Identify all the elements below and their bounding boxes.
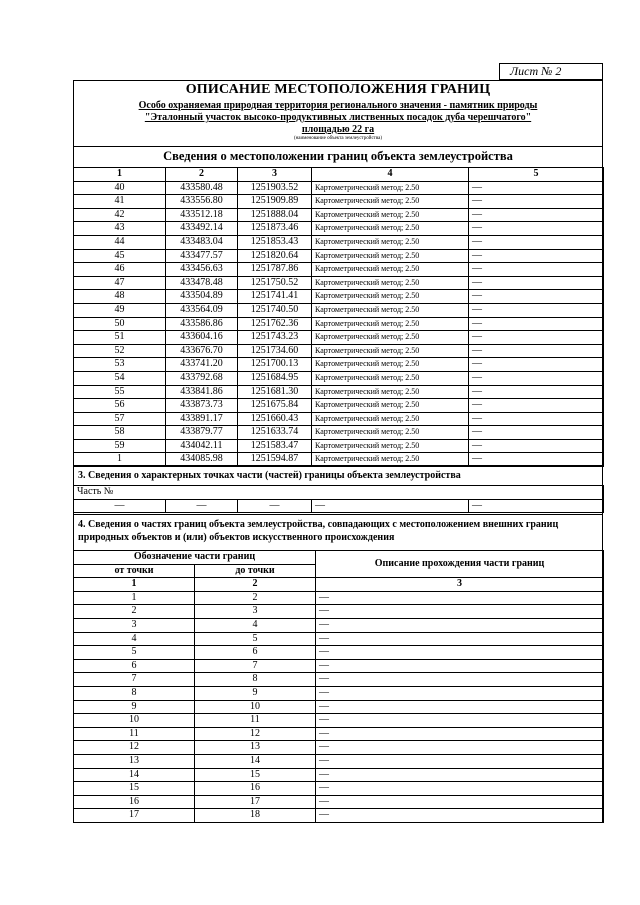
table-cell: 10: [74, 714, 195, 728]
table-cell: 433604.16: [166, 331, 238, 345]
table-cell: Картометрический метод; 2.50: [312, 249, 469, 263]
column-header-to: до точки: [195, 564, 316, 578]
table-cell: Картометрический метод; 2.50: [312, 453, 469, 467]
table-cell: 16: [74, 795, 195, 809]
table-cell: 53: [74, 358, 166, 372]
table-cell: —: [469, 181, 604, 195]
table-cell: 18: [195, 809, 316, 823]
table-cell: —: [469, 249, 604, 263]
header-caption: (наименование объекта землеустройства): [293, 136, 383, 141]
table-cell: —: [469, 317, 604, 331]
table-cell: 1251741.41: [238, 290, 312, 304]
table-cell: Картометрический метод; 2.50: [312, 399, 469, 413]
table-row: [74, 618, 604, 632]
table-cell: 1: [74, 591, 195, 605]
table-cell: —: [316, 754, 604, 768]
table-cell: 54: [74, 371, 166, 385]
table-row: [74, 371, 604, 385]
table-row: [74, 499, 604, 513]
table-cell: —: [316, 714, 604, 728]
table-cell: —: [316, 591, 604, 605]
divider: [73, 146, 603, 147]
table-row: [74, 195, 604, 209]
table-row: [74, 700, 604, 714]
divider: [73, 514, 603, 515]
header-line-1: Особо охраняемая природная территория регионального значения - памятник природы: [138, 100, 538, 111]
table-cell: 11: [74, 727, 195, 741]
table-cell: 14: [74, 768, 195, 782]
table-cell: 1251787.86: [238, 263, 312, 277]
table-cell: 51: [74, 331, 166, 345]
table-cell: —: [469, 412, 604, 426]
table-cell: 434085.98: [166, 453, 238, 467]
table-cell: 12: [74, 741, 195, 755]
table-cell: Картометрический метод; 2.50: [312, 235, 469, 249]
table-cell: 1251660.43: [238, 412, 312, 426]
table-row: [74, 673, 604, 687]
table-cell: 56: [74, 399, 166, 413]
table-cell: —: [469, 235, 604, 249]
section3-title: 3. Сведения о характерных точках части (частей) границы объекта землеустройства: [78, 470, 461, 481]
table-row: [74, 426, 604, 440]
table-cell: —: [166, 499, 238, 513]
table-cell: 41: [74, 195, 166, 209]
table-row: [74, 782, 604, 796]
table-cell: 42: [74, 208, 166, 222]
table-cell: 4: [195, 618, 316, 632]
boundary-parts-table-body: [74, 551, 604, 823]
table-cell: Картометрический метод; 2.50: [312, 317, 469, 331]
table-row: [74, 303, 604, 317]
table-cell: 433676.70: [166, 344, 238, 358]
table-cell: 1: [74, 453, 166, 467]
table-cell: —: [316, 659, 604, 673]
table-cell: 8: [195, 673, 316, 687]
table-cell: 1251853.43: [238, 235, 312, 249]
table-cell: —: [312, 499, 469, 513]
table-cell: 1251903.52: [238, 181, 312, 195]
table-cell: Картометрический метод; 2.50: [312, 331, 469, 345]
table-cell: 49: [74, 303, 166, 317]
table-cell: 1251888.04: [238, 208, 312, 222]
table-cell: 1251750.52: [238, 276, 312, 290]
table-row: [74, 235, 604, 249]
table-row: [74, 686, 604, 700]
table-row: [74, 412, 604, 426]
table-cell: 433556.80: [166, 195, 238, 209]
table-cell: Картометрический метод; 2.50: [312, 263, 469, 277]
table-cell: Картометрический метод; 2.50: [312, 222, 469, 236]
column-header: 4: [312, 168, 469, 182]
coordinates-table-body: [74, 168, 604, 467]
table-cell: 14: [195, 754, 316, 768]
table-row: [74, 727, 604, 741]
table-cell: 9: [195, 686, 316, 700]
table-cell: 5: [74, 646, 195, 660]
table-row: [74, 809, 604, 823]
table-row: [74, 358, 604, 372]
table-cell: Картометрический метод; 2.50: [312, 303, 469, 317]
table-cell: —: [238, 499, 312, 513]
table-row: [74, 181, 604, 195]
header-line-2: "Эталонный участок высоко-продуктивных лиственных посадок дуба черешчатого": [144, 112, 532, 123]
table-cell: —: [316, 795, 604, 809]
table-cell: —: [469, 358, 604, 372]
section4-title: 4. Сведения о частях границ объекта землеустройства, совпадающих с местоположением внешних границ природных объектов и (или) объектов искусственного происхождения: [78, 519, 559, 543]
table-cell: 13: [195, 741, 316, 755]
column-header: 2: [166, 168, 238, 182]
table-row: [74, 276, 604, 290]
table-cell: 433492.14: [166, 222, 238, 236]
column-number: 2: [195, 578, 316, 592]
table-cell: 47: [74, 276, 166, 290]
table-cell: 1251700.13: [238, 358, 312, 372]
table-cell: Картометрический метод; 2.50: [312, 412, 469, 426]
table-cell: —: [316, 646, 604, 660]
table-cell: 2: [195, 591, 316, 605]
table-cell: —: [469, 208, 604, 222]
table-cell: 9: [74, 700, 195, 714]
table-cell: 1251909.89: [238, 195, 312, 209]
table-cell: 48: [74, 290, 166, 304]
table-row: [74, 591, 604, 605]
table-cell: 16: [195, 782, 316, 796]
table-row: [74, 659, 604, 673]
column-header: 3: [238, 168, 312, 182]
table-row: [74, 741, 604, 755]
sheet-label: Лист № 2: [499, 63, 603, 80]
table-cell: Картометрический метод; 2.50: [312, 344, 469, 358]
table-cell: 43: [74, 222, 166, 236]
table-cell: 45: [74, 249, 166, 263]
table-cell: —: [316, 673, 604, 687]
table-cell: Картометрический метод; 2.50: [312, 426, 469, 440]
table-cell: 44: [74, 235, 166, 249]
table-cell: 433564.09: [166, 303, 238, 317]
table-cell: —: [469, 371, 604, 385]
table-cell: 1251675.84: [238, 399, 312, 413]
table-cell: 433478.48: [166, 276, 238, 290]
table-cell: 1251743.23: [238, 331, 312, 345]
table-cell: —: [469, 453, 604, 467]
table-row: [74, 754, 604, 768]
table-row: [74, 486, 604, 500]
table-cell: —: [316, 632, 604, 646]
table-cell: 8: [74, 686, 195, 700]
column-number: 3: [316, 578, 604, 592]
table-cell: 1251820.64: [238, 249, 312, 263]
table-row: [74, 714, 604, 728]
table-cell: —: [316, 741, 604, 755]
table-cell: —: [316, 768, 604, 782]
table-header-row: [74, 551, 604, 565]
table-cell: —: [316, 809, 604, 823]
table-cell: —: [469, 426, 604, 440]
table-cell: 3: [74, 618, 195, 632]
table-cell: 4: [74, 632, 195, 646]
table-cell: 433512.18: [166, 208, 238, 222]
table-cell: Картометрический метод; 2.50: [312, 439, 469, 453]
table-row: [74, 208, 604, 222]
table-row: [74, 290, 604, 304]
table-cell: —: [316, 700, 604, 714]
table-cell: 1251740.50: [238, 303, 312, 317]
divider: [73, 465, 603, 466]
coordinates-table: [73, 167, 604, 467]
header-line-3: площадью 22 га: [301, 124, 375, 135]
table-cell: 433792.68: [166, 371, 238, 385]
table-row: [74, 249, 604, 263]
table-cell: 15: [195, 768, 316, 782]
table-row: [74, 768, 604, 782]
table-row: [74, 399, 604, 413]
table-cell: Картометрический метод; 2.50: [312, 290, 469, 304]
table-cell: 7: [195, 659, 316, 673]
table-cell: 433456.63: [166, 263, 238, 277]
table-cell: 10: [195, 700, 316, 714]
table-cell: —: [469, 303, 604, 317]
table-cell: 15: [74, 782, 195, 796]
boundary-parts-table: [73, 550, 604, 823]
part-label: Часть №: [74, 486, 604, 500]
table-row: [74, 795, 604, 809]
table-cell: 3: [195, 605, 316, 619]
table-cell: 13: [74, 754, 195, 768]
table-cell: —: [74, 499, 166, 513]
table-cell: 433504.89: [166, 290, 238, 304]
table-cell: 17: [195, 795, 316, 809]
table-cell: Картометрический метод; 2.50: [312, 276, 469, 290]
table-cell: Картометрический метод; 2.50: [312, 371, 469, 385]
table-row: [74, 344, 604, 358]
table-cell: —: [469, 195, 604, 209]
table-cell: —: [316, 686, 604, 700]
column-number: 1: [74, 578, 195, 592]
table-cell: 433873.73: [166, 399, 238, 413]
table-cell: 1251633.74: [238, 426, 312, 440]
table-header-row: [74, 168, 604, 182]
page-title: ОПИСАНИЕ МЕСТОПОЛОЖЕНИЯ ГРАНИЦ: [185, 82, 491, 97]
table-cell: 1251583.47: [238, 439, 312, 453]
table-cell: 50: [74, 317, 166, 331]
section3-table: [73, 485, 604, 513]
table-cell: —: [469, 276, 604, 290]
table-cell: —: [469, 439, 604, 453]
table-cell: 434042.11: [166, 439, 238, 453]
table-cell: —: [469, 290, 604, 304]
table-cell: 58: [74, 426, 166, 440]
table-cell: 1251594.87: [238, 453, 312, 467]
table-cell: 433586.86: [166, 317, 238, 331]
table-cell: Картометрический метод; 2.50: [312, 385, 469, 399]
table-cell: 1251734.60: [238, 344, 312, 358]
table-row: [74, 263, 604, 277]
table-row: [74, 331, 604, 345]
table-cell: 6: [74, 659, 195, 673]
table-cell: 7: [74, 673, 195, 687]
table-cell: 1251873.46: [238, 222, 312, 236]
table-cell: 6: [195, 646, 316, 660]
table-cell: 433741.20: [166, 358, 238, 372]
column-header-description: Описание прохождения части границ: [316, 551, 604, 578]
table-cell: 55: [74, 385, 166, 399]
table-cell: 46: [74, 263, 166, 277]
column-header-from: от точки: [74, 564, 195, 578]
table-row: [74, 632, 604, 646]
column-header: 1: [74, 168, 166, 182]
table-cell: —: [469, 385, 604, 399]
table-row: [74, 317, 604, 331]
table-row: [74, 605, 604, 619]
table-row: [74, 646, 604, 660]
table-cell: —: [316, 618, 604, 632]
table-cell: 12: [195, 727, 316, 741]
table-cell: 40: [74, 181, 166, 195]
group-header: Обозначение части границ: [74, 551, 316, 565]
table-cell: 2: [74, 605, 195, 619]
table-cell: —: [316, 605, 604, 619]
column-header: 5: [469, 168, 604, 182]
table-cell: Картометрический метод; 2.50: [312, 195, 469, 209]
table-cell: 52: [74, 344, 166, 358]
table-cell: 1251681.30: [238, 385, 312, 399]
table-cell: 5: [195, 632, 316, 646]
table-row: [74, 439, 604, 453]
table-cell: Картометрический метод; 2.50: [312, 181, 469, 195]
table-cell: Картометрический метод; 2.50: [312, 358, 469, 372]
table-cell: 433477.57: [166, 249, 238, 263]
table-cell: 59: [74, 439, 166, 453]
table-row: [74, 222, 604, 236]
table-row: [74, 385, 604, 399]
table-cell: —: [469, 222, 604, 236]
table-cell: 17: [74, 809, 195, 823]
table-cell: 433580.48: [166, 181, 238, 195]
table-cell: —: [469, 344, 604, 358]
table-cell: —: [316, 782, 604, 796]
table-cell: 1251684.95: [238, 371, 312, 385]
table-cell: 433841.86: [166, 385, 238, 399]
table-cell: —: [469, 499, 604, 513]
table-cell: —: [316, 727, 604, 741]
table-cell: Картометрический метод; 2.50: [312, 208, 469, 222]
table-cell: 11: [195, 714, 316, 728]
table-cell: 433891.17: [166, 412, 238, 426]
table-cell: —: [469, 263, 604, 277]
table-cell: —: [469, 399, 604, 413]
table-cell: —: [469, 331, 604, 345]
table-cell: 433879.77: [166, 426, 238, 440]
table-cell: 57: [74, 412, 166, 426]
section2-title: Сведения о местоположении границ объекта землеустройства: [163, 149, 513, 163]
table-cell: 433483.04: [166, 235, 238, 249]
table-header-row: [74, 578, 604, 592]
table-cell: 1251762.36: [238, 317, 312, 331]
